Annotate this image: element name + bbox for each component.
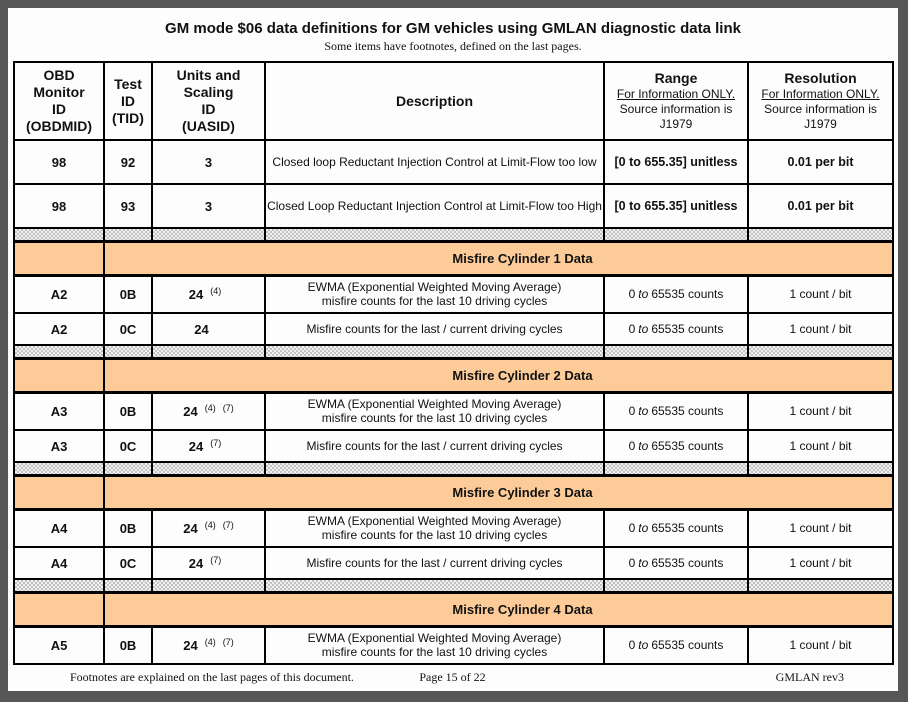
table-row [14,430,893,462]
cell-tid: 0C [104,430,152,462]
cell-range: [0 to 655.35] unitless [604,184,748,228]
cell-obdmid: 98 [14,184,104,228]
section-spacer-cell [14,592,104,626]
separator-cell [748,462,893,475]
separator-cell [604,462,748,475]
header-line: Test [114,75,142,92]
table-row [14,626,893,664]
section-title: Misfire Cylinder 4 Data [452,601,593,617]
section-header-row [14,358,893,392]
range-low: 0 [628,287,636,302]
footer-page-number: Page 15 of 22 [419,670,486,684]
cell-uasid [152,392,265,430]
description-line: EWMA (Exponential Weighted Moving Average) [307,397,562,412]
separator-cell [152,345,265,358]
separator-cell [748,228,893,241]
range-to: to [638,322,649,336]
description-line: misfire counts for the last 10 driving cycles [321,294,548,309]
range-to: to [638,638,649,653]
cell-range [604,509,748,547]
description-line: EWMA (Exponential Weighted Moving Average) [307,280,562,295]
footnote-superscript: (7) [210,555,222,565]
range-high: 65535 counts [651,322,724,336]
range-low: 0 [628,521,636,536]
section-header-cell [104,592,893,626]
description-line: EWMA (Exponential Weighted Moving Average) [307,514,562,529]
separator-row [14,462,893,475]
section-header-cell [104,358,893,392]
separator-cell [604,228,748,241]
resolution-header-title: Resolution [784,70,857,86]
section-header-row [14,241,893,275]
range-low: 0 [628,638,636,653]
cell-uasid [152,275,265,313]
cell-tid: 0B [104,509,152,547]
header-line: OBD [43,67,75,83]
cell-resolution: 0.01 per bit [748,184,893,228]
header-line: Scaling [183,84,234,100]
col-header-tid [104,62,152,140]
cell-description: Closed loop Reductant Injection Control at Limit-Flow too low [265,140,604,184]
range-to: to [638,521,649,536]
header-line: Units and [176,67,241,83]
separator-cell [265,345,604,358]
cell-uasid: 3 [152,184,265,228]
range-high: 65535 counts [651,521,724,536]
page-subtitle: Some items have footnotes, defined on the last pages. [324,39,582,53]
col-header-description [265,62,604,140]
page-footer [13,670,892,688]
cell-uasid [152,509,265,547]
separator-cell [152,579,265,592]
cell-uasid [152,313,265,345]
footnote-superscript: (7) [210,438,222,448]
cell-resolution: 1 count / bit [748,626,893,664]
cell-tid: 0C [104,313,152,345]
description-line: Misfire counts for the last / current driving cycles [306,439,563,453]
cell-resolution: 0.01 per bit [748,140,893,184]
range-header-note: For Information ONLY. [616,87,736,101]
range-low: 0 [628,556,636,570]
separator-cell [14,345,104,358]
cell-description [265,275,604,313]
description-line: Misfire counts for the last / current driving cycles [306,556,563,570]
separator-cell [604,345,748,358]
section-spacer-cell [14,358,104,392]
table-row [14,140,893,184]
separator-cell [265,462,604,475]
range-header-source: J1979 [659,117,693,131]
cell-range [604,626,748,664]
footnote-superscript: (4) [204,637,216,648]
cell-resolution: 1 count / bit [748,392,893,430]
separator-cell [104,345,152,358]
section-header-row [14,592,893,626]
col-header-resolution [748,62,893,140]
uasid-value: 24 [183,521,198,537]
resolution-header-source: J1979 [804,117,837,131]
cell-description [265,509,604,547]
separator-cell [14,228,104,241]
cell-obdmid: 98 [14,140,104,184]
cell-obdmid: A4 [14,509,104,547]
description-line: misfire counts for the last 10 driving cycles [321,528,548,543]
section-spacer-cell [14,475,104,509]
cell-tid: 0B [104,275,152,313]
cell-range [604,313,748,345]
resolution-header-source: Source information is [764,102,877,116]
footer-footnote-text: Footnotes are explained on the last pages of this document. [70,670,354,684]
range-high: 65535 counts [651,439,724,453]
table-row [14,275,893,313]
cell-range [604,430,748,462]
header-line: Monitor [33,84,85,100]
separator-cell [748,345,893,358]
uasid-value: 24 [194,322,209,337]
section-header-cell [104,241,893,275]
separator-cell [604,579,748,592]
cell-obdmid: A3 [14,392,104,430]
range-header-source: Source information is [619,102,733,116]
footnote-superscript: (7) [222,637,234,648]
data-definitions-table [13,61,894,665]
document-page [8,8,898,691]
footer-doc-revision: GMLAN rev3 [775,670,844,684]
table-header-row [14,62,893,140]
header-line: ID [201,101,216,117]
cell-range: [0 to 655.35] unitless [604,140,748,184]
cell-description [265,392,604,430]
cell-obdmid: A5 [14,626,104,664]
cell-obdmid: A2 [14,275,104,313]
separator-row [14,579,893,592]
section-header-cell [104,475,893,509]
separator-cell [104,579,152,592]
cell-description: Closed Loop Reductant Injection Control at Limit-Flow too High [265,184,604,228]
range-to: to [638,439,649,453]
cell-tid: 0B [104,392,152,430]
separator-cell [748,579,893,592]
header-line: Description [395,92,473,109]
cell-tid: 93 [104,184,152,228]
cell-uasid [152,547,265,579]
header-line: ID [121,92,135,109]
page-title: GM mode $06 data definitions for GM vehicles using GMLAN diagnostic data link [165,20,741,37]
section-title: Misfire Cylinder 2 Data [452,367,593,383]
cell-tid: 0C [104,547,152,579]
range-to: to [638,556,649,570]
col-header-range [604,62,748,140]
header-line: (OBDMID) [25,118,93,134]
separator-cell [265,228,604,241]
cell-resolution: 1 count / bit [748,509,893,547]
footnote-superscript: (7) [222,520,234,531]
separator-cell [104,462,152,475]
range-to: to [638,404,649,419]
col-header-obdmid [14,62,104,140]
separator-cell [14,462,104,475]
cell-tid: 92 [104,140,152,184]
cell-description [265,626,604,664]
footnote-superscript: (7) [222,403,234,414]
section-title: Misfire Cylinder 1 Data [452,250,593,266]
footnote-superscript: (4) [204,403,216,414]
cell-resolution: 1 count / bit [748,275,893,313]
description-line: Misfire counts for the last / current driving cycles [306,322,563,336]
cell-range [604,275,748,313]
cell-range [604,392,748,430]
cell-resolution: 1 count / bit [748,430,893,462]
description-line: misfire counts for the last 10 driving cycles [321,645,548,660]
separator-row [14,228,893,241]
range-high: 65535 counts [651,404,724,419]
range-header-title: Range [654,70,698,86]
range-low: 0 [628,322,636,336]
separator-cell [14,579,104,592]
section-spacer-cell [14,241,104,275]
cell-obdmid: A3 [14,430,104,462]
resolution-header-note: For Information ONLY. [761,87,880,101]
range-low: 0 [628,439,636,453]
description-line: misfire counts for the last 10 driving cycles [321,411,548,426]
separator-cell [104,228,152,241]
table-row [14,392,893,430]
cell-description [265,430,604,462]
description-line: EWMA (Exponential Weighted Moving Average) [307,631,562,646]
header-line: (UASID) [182,118,235,134]
cell-obdmid: A2 [14,313,104,345]
section-title: Misfire Cylinder 3 Data [452,484,593,500]
cell-uasid [152,430,265,462]
range-high: 65535 counts [651,556,724,570]
uasid-value: 24 [183,404,198,420]
uasid-value: 24 [188,287,204,303]
separator-row [14,345,893,358]
table-row [14,547,893,579]
footnote-superscript: (4) [204,520,216,531]
cell-resolution: 1 count / bit [748,313,893,345]
cell-uasid: 3 [152,140,265,184]
range-to: to [638,287,649,302]
cell-tid: 0B [104,626,152,664]
separator-cell [152,228,265,241]
cell-range [604,547,748,579]
header-line: ID [52,101,66,117]
table-row [14,313,893,345]
range-high: 65535 counts [651,638,724,653]
cell-obdmid: A4 [14,547,104,579]
section-header-row [14,475,893,509]
uasid-value: 24 [188,439,204,454]
range-low: 0 [628,404,636,419]
separator-cell [265,579,604,592]
col-header-uasid [152,62,265,140]
table-row [14,184,893,228]
cell-description [265,547,604,579]
cell-resolution: 1 count / bit [748,547,893,579]
separator-cell [152,462,265,475]
cell-uasid [152,626,265,664]
footnote-superscript: (4) [210,286,222,297]
table-row [14,509,893,547]
header-line: (TID) [112,109,144,126]
range-high: 65535 counts [651,287,724,302]
uasid-value: 24 [188,556,204,571]
cell-description [265,313,604,345]
uasid-value: 24 [183,638,198,654]
